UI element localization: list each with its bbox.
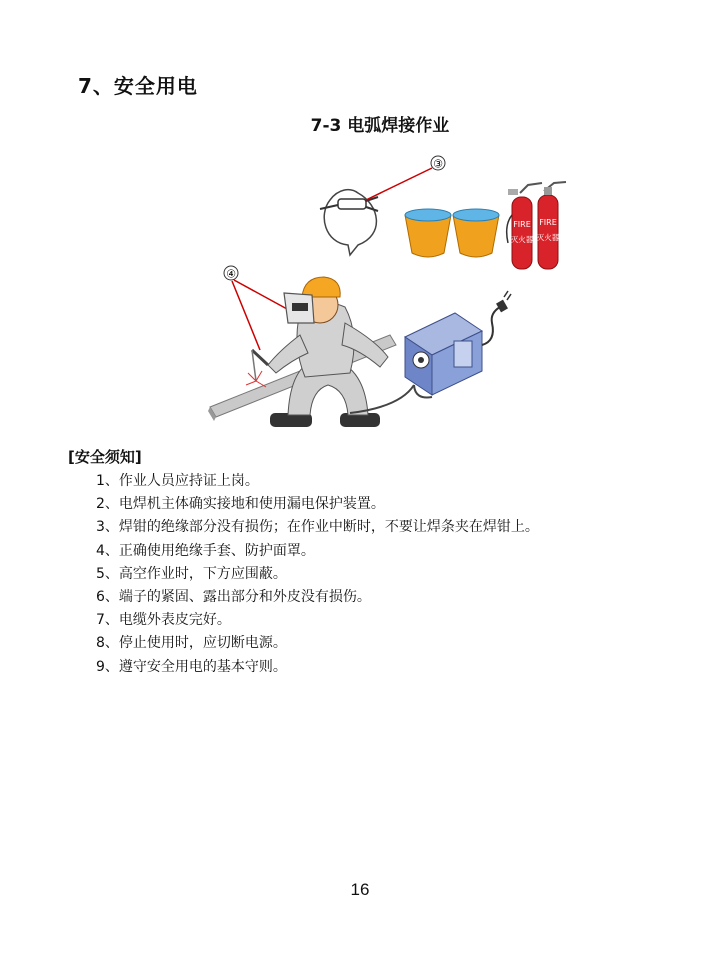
list-item: 5、高空作业时，下方应围蔽。 <box>96 565 287 582</box>
list-item: 2、电焊机主体确实接地和使用漏电保护装置。 <box>96 496 385 513</box>
svg-text:FIRE: FIRE <box>513 220 531 229</box>
page-number: 16 <box>350 880 370 899</box>
welding-clamp-icon <box>320 190 378 255</box>
notes-heading: [安全须知] <box>68 448 142 466</box>
welding-machine-icon <box>405 307 500 395</box>
sub-title: 7-3 电弧焊接作业 <box>310 116 450 136</box>
list-item: 6、端子的紧固、露出部分和外皮没有损伤。 <box>96 589 371 606</box>
welding-safety-illustration <box>200 145 580 445</box>
section-title: 7、安全用电 <box>78 74 198 98</box>
svg-text:灭火器: 灭火器 <box>510 235 534 244</box>
water-bucket-icon <box>405 209 499 257</box>
fire-extinguisher-icon <box>507 182 566 269</box>
svg-text:FIRE: FIRE <box>539 218 557 227</box>
svg-text:灭火器: 灭火器 <box>536 233 560 242</box>
list-item: 1、作业人员应持证上岗。 <box>96 473 259 489</box>
list-item: 4、正确使用绝缘手套、防护面罩。 <box>96 542 315 559</box>
list-item: 8、停止使用时，应切断电源。 <box>96 635 287 652</box>
callout-4: ④ <box>226 267 236 281</box>
list-item: 7、电缆外表皮完好。 <box>96 612 231 629</box>
list-item: 9、遵守安全用电的基本守则。 <box>96 658 287 675</box>
callout-3: ③ <box>433 157 443 171</box>
list-item: 3、焊钳的绝缘部分没有损伤；在作业中断时，不要让焊条夹在焊钳上。 <box>96 519 539 536</box>
safety-notes-list <box>96 470 539 679</box>
